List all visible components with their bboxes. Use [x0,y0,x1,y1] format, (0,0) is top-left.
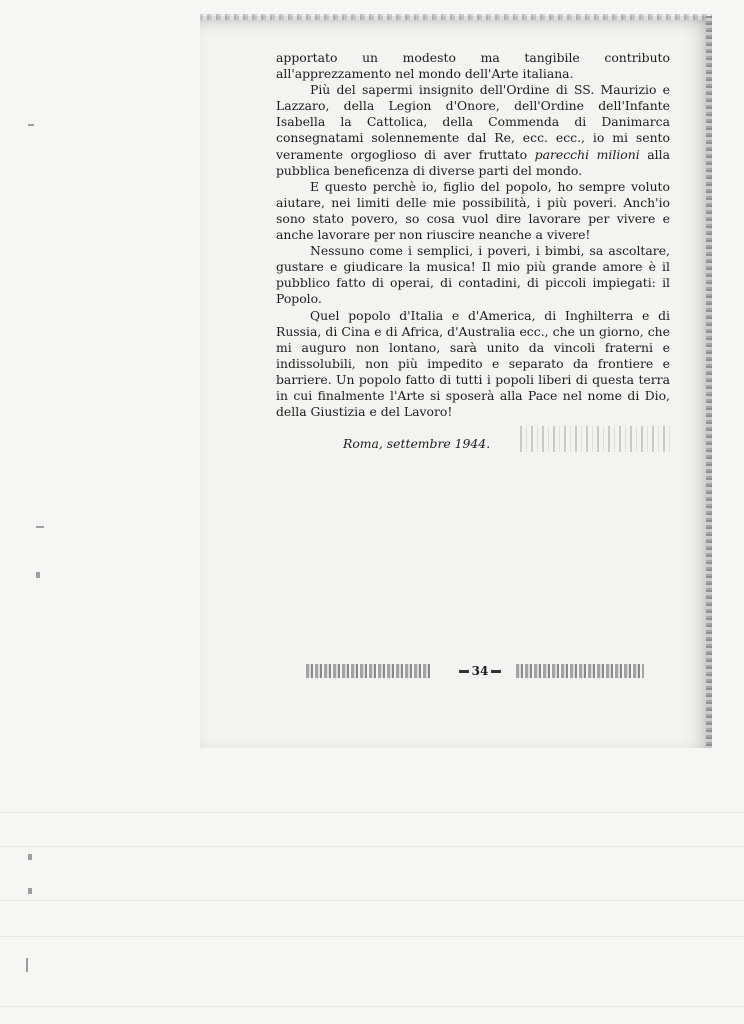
scan-line [0,812,744,813]
margin-mark [28,854,32,860]
margin-mark [36,526,44,528]
text-run: alla pubblica beneficenza di diverse parti del mondo. [276,146,670,178]
text-run: Più del sapermi insignito dell'Ordine di SS. Maurizio e Lazzaro, della Legion d'Onore, dell'Ordine dell'Infante Isabella la Cattolica, della Commenda di Danimarca consegnatami solennemente dal Re, ecc. ecc., io mi sento veramente orgoglioso di aver fruttato [276,82,670,162]
scan-line [0,846,744,847]
body-text [276,50,670,420]
scan-line [0,936,744,937]
sheet-right-edge [706,16,712,748]
faded-stamp-marks [520,426,670,452]
text-run: Quel popolo d'Italia e d'America, di Inghilterra e di Russia, di Cina e di Africa, d'Australia ecc., che un giorno, che mi auguro non lontano, sarà unito da vincoli fraterni e indissolubili, non più impedito e separato da frontiere e barriere. Un popolo fatto di tutti i popoli liberi di questa terra in cui finalmente l'Arte si sposerà alla Pace nel nome di Dio, della Giustizia e del Lavoro! [276,307,670,420]
margin-mark [28,124,34,126]
paragraph [276,308,670,421]
margin-mark [28,888,32,894]
scan-line [0,1006,744,1007]
text-run: Nessuno come i semplici, i poveri, i bimbi, sa ascoltare, gustare e giudicare la musica! Il mio più grande amore è il pubblico fatto di operai, di contadini, di piccoli impiegati: il Popolo. [276,243,670,307]
margin-mark [36,572,40,578]
page-number: 34 [452,664,508,678]
margin-mark [26,958,28,972]
paragraph [276,82,670,179]
place-date-signature: Roma, settembre 1944. [343,436,491,451]
text-run: E questo perchè io, figlio del popolo, ho sempre voluto aiutare, nei limiti delle mie possibilità, i più poveri. Anch'io sono stato povero, so cosa vuol dire lavorare per vivere e anche lavorare per non riuscire neanche a vivere! [276,178,670,243]
footer-rule-right [516,664,644,678]
sheet-top-edge [200,14,712,20]
scan-line [0,900,744,901]
paragraph [276,243,670,307]
footer-rule-left [306,664,432,678]
paragraph [276,50,670,82]
paragraph [276,179,670,243]
italic-phrase: parecchi milioni [534,146,640,162]
text-run: apportato un modesto ma tangibile contributo all'apprezzamento nel mondo dell'Arte italiana. [276,50,670,82]
